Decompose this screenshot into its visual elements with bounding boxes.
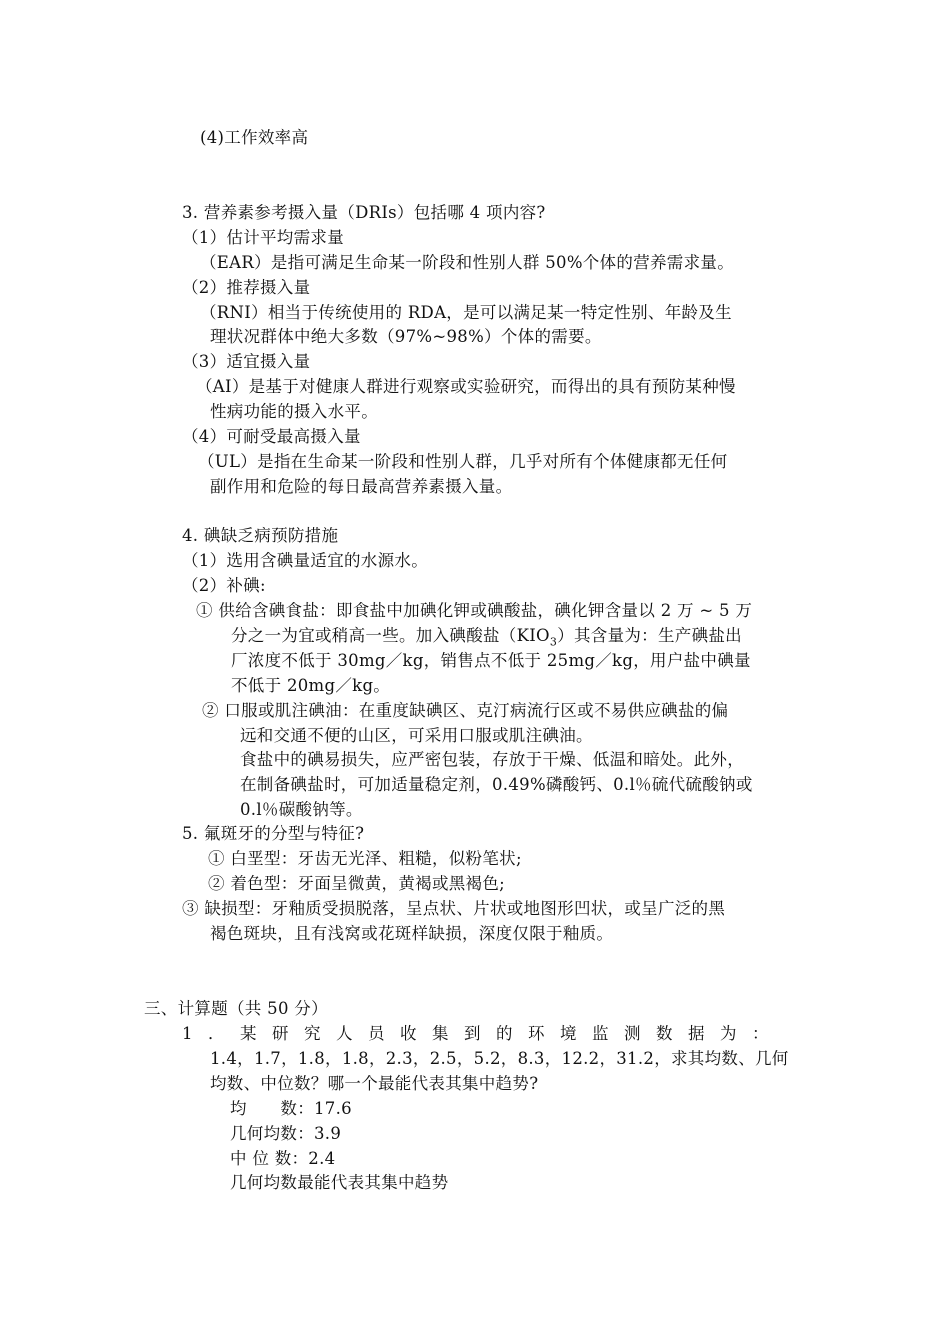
intro-item-4: (4)工作效率高 [200,128,309,147]
q3-rni-line1: （RNI）相当于传统使用的 RDA，是可以满足某一特定性别、年龄及生 [200,303,732,322]
q4-sub1-line3: 厂浓度不低于 30mg／kg，销售点不低于 25mg／kg，用户盐中碘量 [231,651,751,670]
q3-ul-heading: （4）可耐受最高摄入量 [182,427,361,446]
q4-item-2: （2）补碘: [182,576,266,595]
q3-ear-line1: （EAR）是指可满足生命某一阶段和性别人群 50%个体的营养需求量。 [200,253,735,272]
q4-sub2-line4: 在制备碘盐时，可加适量稳定剂，0.49%磷酸钙、0.l％硫代硫酸钠或 [240,775,753,794]
calc-q1-median: 中 位 数：2.4 [230,1149,336,1168]
q4-sub1-line4: 不低于 20mg／kg。 [231,676,391,695]
calc-q1-line2: 1.4，1.7，1.8，1.8，2.3，2.5，5.2，8.3，12.2，31.2，求其均数、几何 [210,1049,789,1068]
q3-title: 3. 营养素参考摄入量（DRIs）包括哪 4 项内容? [182,203,546,222]
q4-sub1-subscript: 3 [549,635,558,649]
q3-ul-line1: （UL）是指在生命某一阶段和性别人群，几乎对所有个体健康都无任何 [198,452,728,471]
q3-ai-heading: （3）适宜摄入量 [182,352,311,371]
q4-title: 4. 碘缺乏病预防措施 [182,526,339,545]
q4-sub2-line3: 食盐中的碘易损失，应严密包装，存放于干燥、低温和暗处。此外， [240,750,744,769]
q4-sub1-line1: ① 供给含碘食盐：即食盐中加碘化钾或碘酸盐，碘化钾含量以 2 万 ~ 5 万 [196,601,753,620]
calc-q1-line3: 均数、中位数？哪一个最能代表其集中趋势? [210,1074,539,1093]
calc-q1-geomean: 几何均数：3.9 [230,1124,342,1143]
q3-rni-line2: 理状况群体中绝大多数（97%~98%）个体的需要。 [210,327,602,346]
q4-sub1-line2-end: ）其含量为：生产碘盐出 [557,626,742,645]
calc-q1-mean: 均 数：17.6 [230,1099,352,1118]
q3-ul-line2: 副作用和危险的每日最高营养素摄入量。 [210,477,513,496]
q4-sub1-line2-start: 分之一为宜或稍高一些。加入碘酸盐（KIO [231,626,550,645]
q4-sub1-line2 [231,625,742,647]
q5-type-2: ② 着色型：牙面呈微黄，黄褐或黑褐色; [208,874,506,893]
section-3-title: 三、计算题（共 50 分） [144,999,328,1018]
q4-sub2-line1: ② 口服或肌注碘油：在重度缺碘区、克汀病流行区或不易供应碘盐的偏 [202,701,729,720]
q4-sub2-line2: 远和交通不便的山区，可采用口服或肌注碘油。 [240,726,593,745]
q3-ai-line2: 性病功能的摄入水平。 [210,402,378,421]
q3-ai-line1: （AI）是基于对健康人群进行观察或实验研究，而得出的具有预防某种慢 [196,377,736,396]
q4-item-1: （1）选用含碘量适宜的水源水。 [182,551,428,570]
q3-rni-heading: （2）推荐摄入量 [182,278,311,297]
calc-q1-conclusion: 几何均数最能代表其集中趋势 [230,1173,449,1192]
calc-q1-line1: 1．某研究人员收集到的环境监测数据为： [182,1024,784,1043]
q3-ear-heading: （1）估计平均需求量 [182,228,344,247]
q5-title: 5. 氟斑牙的分型与特征? [182,824,365,843]
q5-type-3-line1: ③ 缺损型：牙釉质受损脱落，呈点状、片状或地图形凹状，或呈广泛的黑 [182,899,726,918]
q4-sub2-line5: 0.l％碳酸钠等。 [240,800,363,819]
q5-type-3-line2: 褐色斑块，且有浅窝或花斑样缺损，深度仅限于釉质。 [210,924,614,943]
q5-type-1: ① 白垩型：牙齿无光泽、粗糙，似粉笔状; [208,849,522,868]
